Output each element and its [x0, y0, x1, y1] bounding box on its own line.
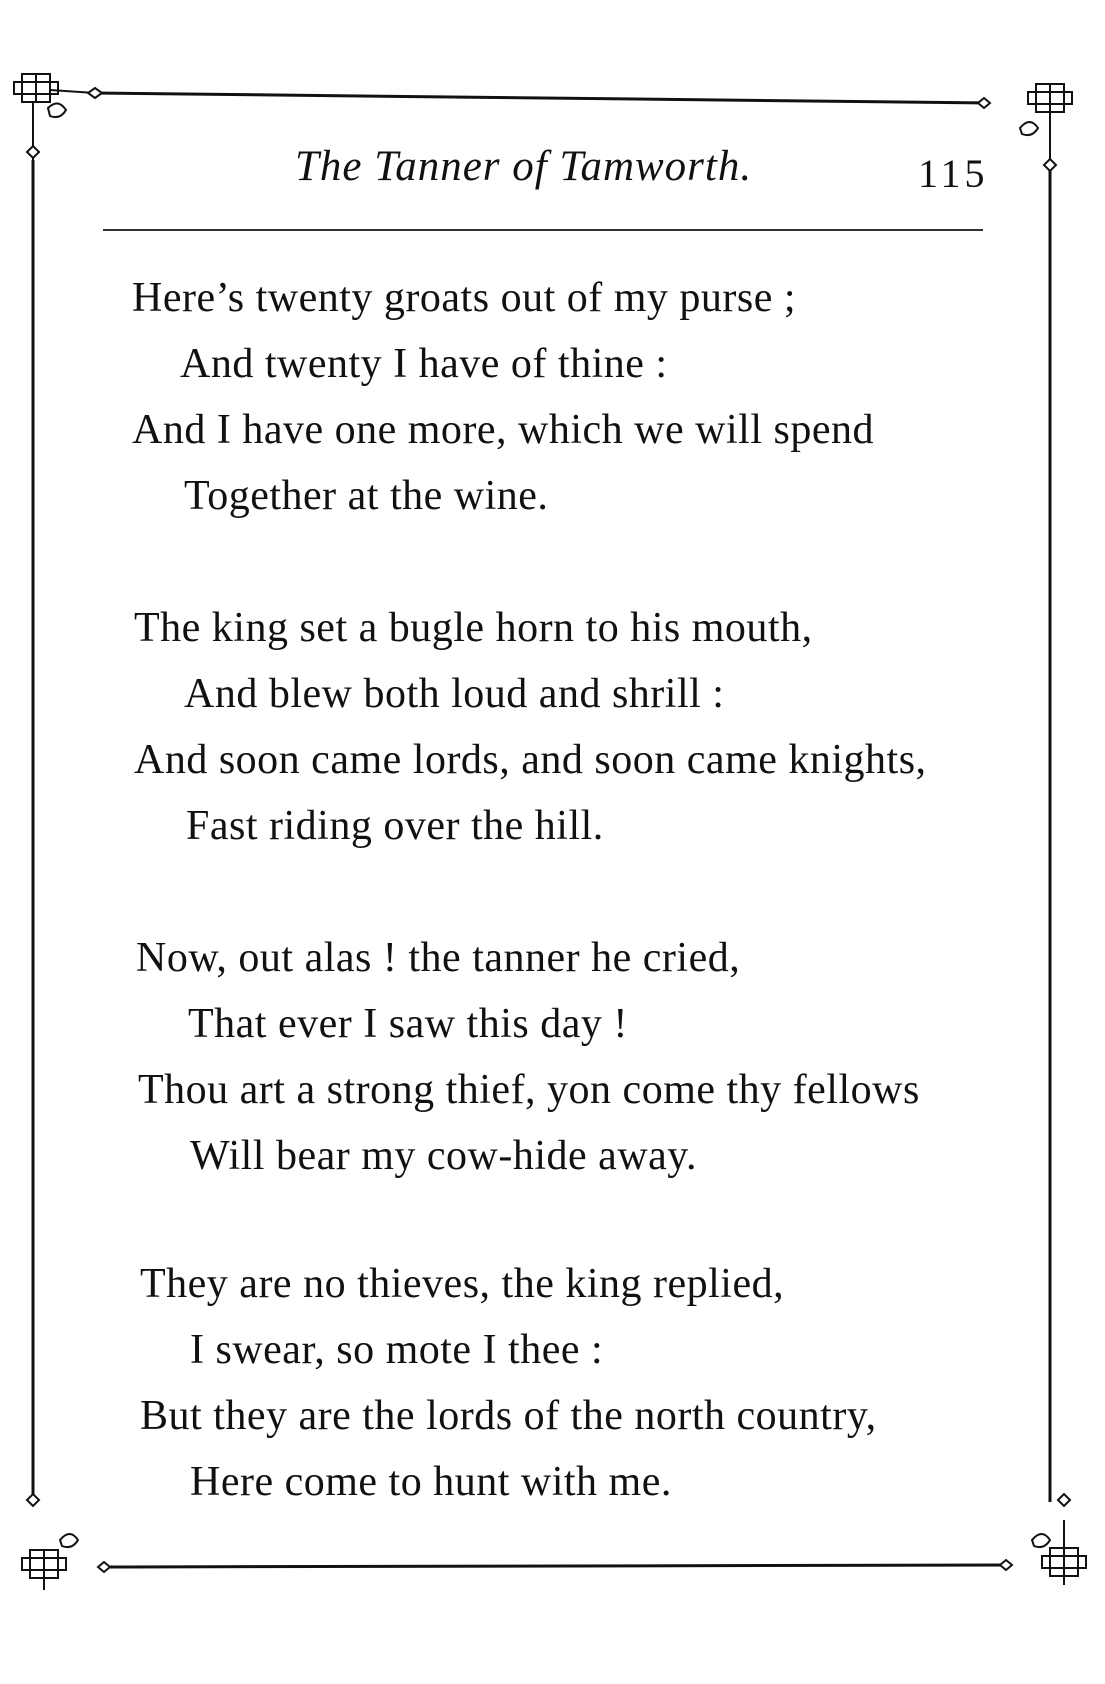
poem-line: Fast riding over the hill. — [186, 803, 604, 849]
poem-line: Now, out alas ! the tanner he cried, — [136, 935, 741, 981]
poem-line: Here come to hunt with me. — [190, 1459, 672, 1505]
corner-ornament-icon — [1000, 1494, 1086, 1585]
corner-ornament-icon — [14, 74, 102, 160]
poem-line: That ever I saw this day ! — [188, 1001, 628, 1047]
corner-ornament-icon — [22, 1494, 110, 1590]
poem-line: But they are the lords of the north country, — [140, 1393, 877, 1439]
poem-line: And twenty I have of thine : — [180, 341, 668, 387]
poem-line: They are no thieves, the king replied, — [140, 1261, 785, 1307]
poem-line: The king set a bugle horn to his mouth, — [134, 605, 813, 651]
page-number: 115 — [918, 151, 989, 196]
poem-line: And I have one more, which we will spend — [132, 407, 874, 453]
poem-line: And blew both loud and shrill : — [184, 671, 725, 717]
corner-ornament-icon — [978, 84, 1072, 171]
poem-line: I swear, so mote I thee : — [190, 1327, 604, 1373]
poem-line: Thou art a strong thief, yon come thy fellows — [138, 1067, 920, 1113]
running-title: The Tanner of Tamworth. — [295, 143, 753, 190]
poem-line: And soon came lords, and soon came knights, — [134, 737, 927, 783]
header-rule — [103, 229, 983, 231]
poem-line: Together at the wine. — [184, 473, 549, 519]
poem-line: Will bear my cow-hide away. — [190, 1133, 698, 1179]
poem-line: Here’s twenty groats out of my purse ; — [132, 275, 797, 321]
